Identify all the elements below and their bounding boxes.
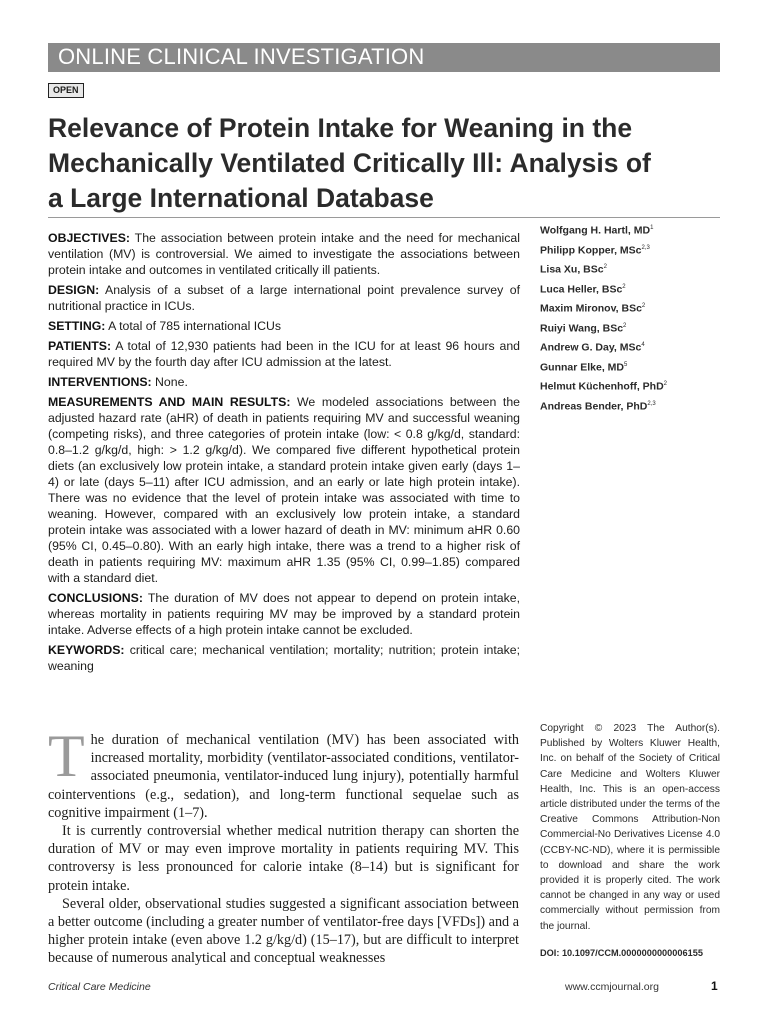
author-affiliation: 1 (650, 225, 654, 231)
abstract-results (48, 394, 520, 586)
abstract-keywords (48, 642, 520, 674)
title-line: a Large International Database (48, 183, 434, 213)
author (540, 219, 730, 239)
article-title (48, 111, 728, 216)
abstract-setting (48, 318, 520, 334)
abstract-interventions (48, 374, 520, 390)
abstract-label: SETTING: (48, 319, 106, 333)
author-name: Ruiyi Wang, BSc (540, 322, 624, 334)
author-name: Andrew G. Day, MSc (540, 341, 642, 354)
author (540, 395, 730, 415)
abstract-objectives (48, 230, 520, 278)
abstract-label: MEASUREMENTS AND MAIN RESULTS: (48, 395, 291, 409)
section-banner (48, 43, 720, 72)
title-line: Relevance of Protein Intake for Weaning in the (48, 113, 633, 143)
abstract-design (48, 282, 520, 314)
author (540, 317, 730, 337)
body-paragraph (48, 723, 519, 822)
author-list (540, 219, 730, 414)
section-title: ONLINE CLINICAL INVESTIGATION (58, 44, 425, 69)
abstract-patients (48, 338, 520, 370)
abstract-text: The association between protein intake and the need for mechanical ventilation (MV) is controversial. We aimed to investigate the associations between protein intake and outcomes in ventilated critically ill patients. (48, 231, 520, 277)
abstract-label: CONCLUSIONS: (48, 591, 143, 605)
author-affiliation: 2 (623, 322, 627, 329)
author-name: Wolfgang H. Hartl, MD (540, 224, 651, 237)
author-affiliation: 4 (641, 342, 645, 348)
author (540, 239, 730, 259)
drop-cap: T (48, 723, 85, 789)
abstract-text: A total of 12,930 patients had been in the ICU for at least 96 hours and required MV by the fourth day after ICU admission at the latest. (48, 339, 520, 369)
author-name: Andreas Bender, PhD (540, 400, 648, 412)
title-divider (48, 217, 720, 218)
abstract-text: We modeled associations between the adjusted hazard rate (aHR) of death in patients requiring MV and successful weaning (competing risks), and three categories of protein intake (low: < 0.8 g/kg/d, standard: 0.8–1.2 g/kg/d, high: > 1.2 g/kg/d). We compared five different hypothetical protein diets (an exclusively low protein intake, a standard protein intake given early (days 1–4) or late (days 5–11) after ICU admission, and an early or late high protein intake). There was no evidence that the level of protein intake was associated with time to weaning. However, compared with an exclusively low protein intake, a standard protein intake was associated with a lower hazard of death in MV: minimum aHR 0.60 (95% CI, 0.45–0.80). With an early high intake, there was a trend to a higher risk of death in patients requiring MV: maximum aHR 1.35 (95% CI, 0.99–1.85) compared with a standard diet. (48, 395, 520, 585)
author (540, 297, 730, 317)
article-body (48, 723, 519, 968)
page-number: 1 (711, 979, 718, 993)
abstract-label: KEYWORDS: (48, 643, 125, 657)
body-paragraph: Several older, observational studies suggested a significant association between a better outcome (including a greater number of ventilator-free days [VFDs]) and a higher protein intake (even above 1.2 g/kg/d) (15–17), but are difficult to interpret because of numerous analytical and conceptual weaknesses (48, 895, 519, 967)
author-affiliation: 2 (641, 303, 646, 309)
author (540, 258, 730, 278)
abstract-label: INTERVENTIONS: (48, 375, 152, 389)
author-affiliation: 2,3 (647, 400, 656, 407)
author-name: Gunnar Elke, MD (540, 361, 625, 373)
title-line: Mechanically Ventilated Critically Ill: Analysis of (48, 148, 651, 178)
author (540, 278, 730, 298)
author-affiliation: 5 (624, 361, 628, 368)
author-affiliation: 2 (603, 264, 607, 270)
abstract-text: The duration of MV does not appear to depend on protein intake, whereas mortality in patients requiring MV may be improved by a standard protein intake. Adverse effects of a high protein intake cannot be excluded. (48, 591, 520, 637)
abstract-label: OBJECTIVES: (48, 231, 130, 245)
abstract (48, 230, 520, 678)
abstract-text: None. (151, 375, 188, 389)
open-access-badge: OPEN (48, 83, 84, 98)
abstract-text: critical care; mechanical ventilation; mortality; nutrition; protein intake; weaning (48, 643, 520, 673)
author-name: Lisa Xu, BSc (540, 263, 604, 276)
doi-link[interactable]: DOI: 10.1097/CCM.0000000000006155 (540, 948, 703, 958)
abstract-text: Analysis of a subset of a large international point prevalence survey of nutritional practice in ICUs. (48, 283, 520, 313)
footer-journal-name: Critical Care Medicine (48, 981, 151, 993)
body-paragraph: It is currently controversial whether medical nutrition therapy can shorten the duration of MV or may even improve mortality in patients requiring MV. This controversy is less pronounced for calorie intake (8–14) but is significant for protein intake. (48, 823, 519, 894)
author (540, 336, 730, 356)
author (540, 356, 730, 376)
author-affiliation: 2,3 (641, 244, 650, 251)
author-affiliation: 2 (622, 283, 626, 290)
author-name: Helmut Küchenhoff, PhD (540, 380, 664, 393)
abstract-conclusions (48, 590, 520, 638)
abstract-label: PATIENTS: (48, 339, 112, 353)
copyright-notice: Copyright © 2023 The Author(s). Published by Wolters Kluwer Health, Inc. on behalf of the Society of Critical Care Medicine and Wolters Kluwer Health, Inc. This is an open-access article distributed under the terms of the Creative Commons Attribution-Non Commercial-No Derivatives License 4.0 (CCBY-NC-ND), where it is permissible to download and share the work provided it is properly cited. The work cannot be changed in any way or used commercially without permission from the journal. (540, 723, 720, 932)
author-affiliation: 2 (663, 381, 668, 387)
author-name: Philipp Kopper, MSc (540, 244, 642, 256)
abstract-text: A total of 785 international ICUs (105, 319, 282, 333)
footer-url-link[interactable]: www.ccmjournal.org (565, 981, 659, 993)
abstract-label: DESIGN: (48, 283, 100, 297)
paragraph-text: he duration of mechanical ventilation (MV) has been associated with increased mortality, morbidity (ventilator-associated conditions, ventilator-associated pneumonia, ventilator-induced lung injury), potentially harmful cointerventions (e.g., sedation), and long-term functional sequelae such as cognitive impairment (1–7). (48, 732, 519, 821)
author (540, 375, 730, 395)
author-name: Luca Heller, BSc (540, 283, 623, 295)
author-name: Maxim Mironov, BSc (540, 302, 642, 315)
